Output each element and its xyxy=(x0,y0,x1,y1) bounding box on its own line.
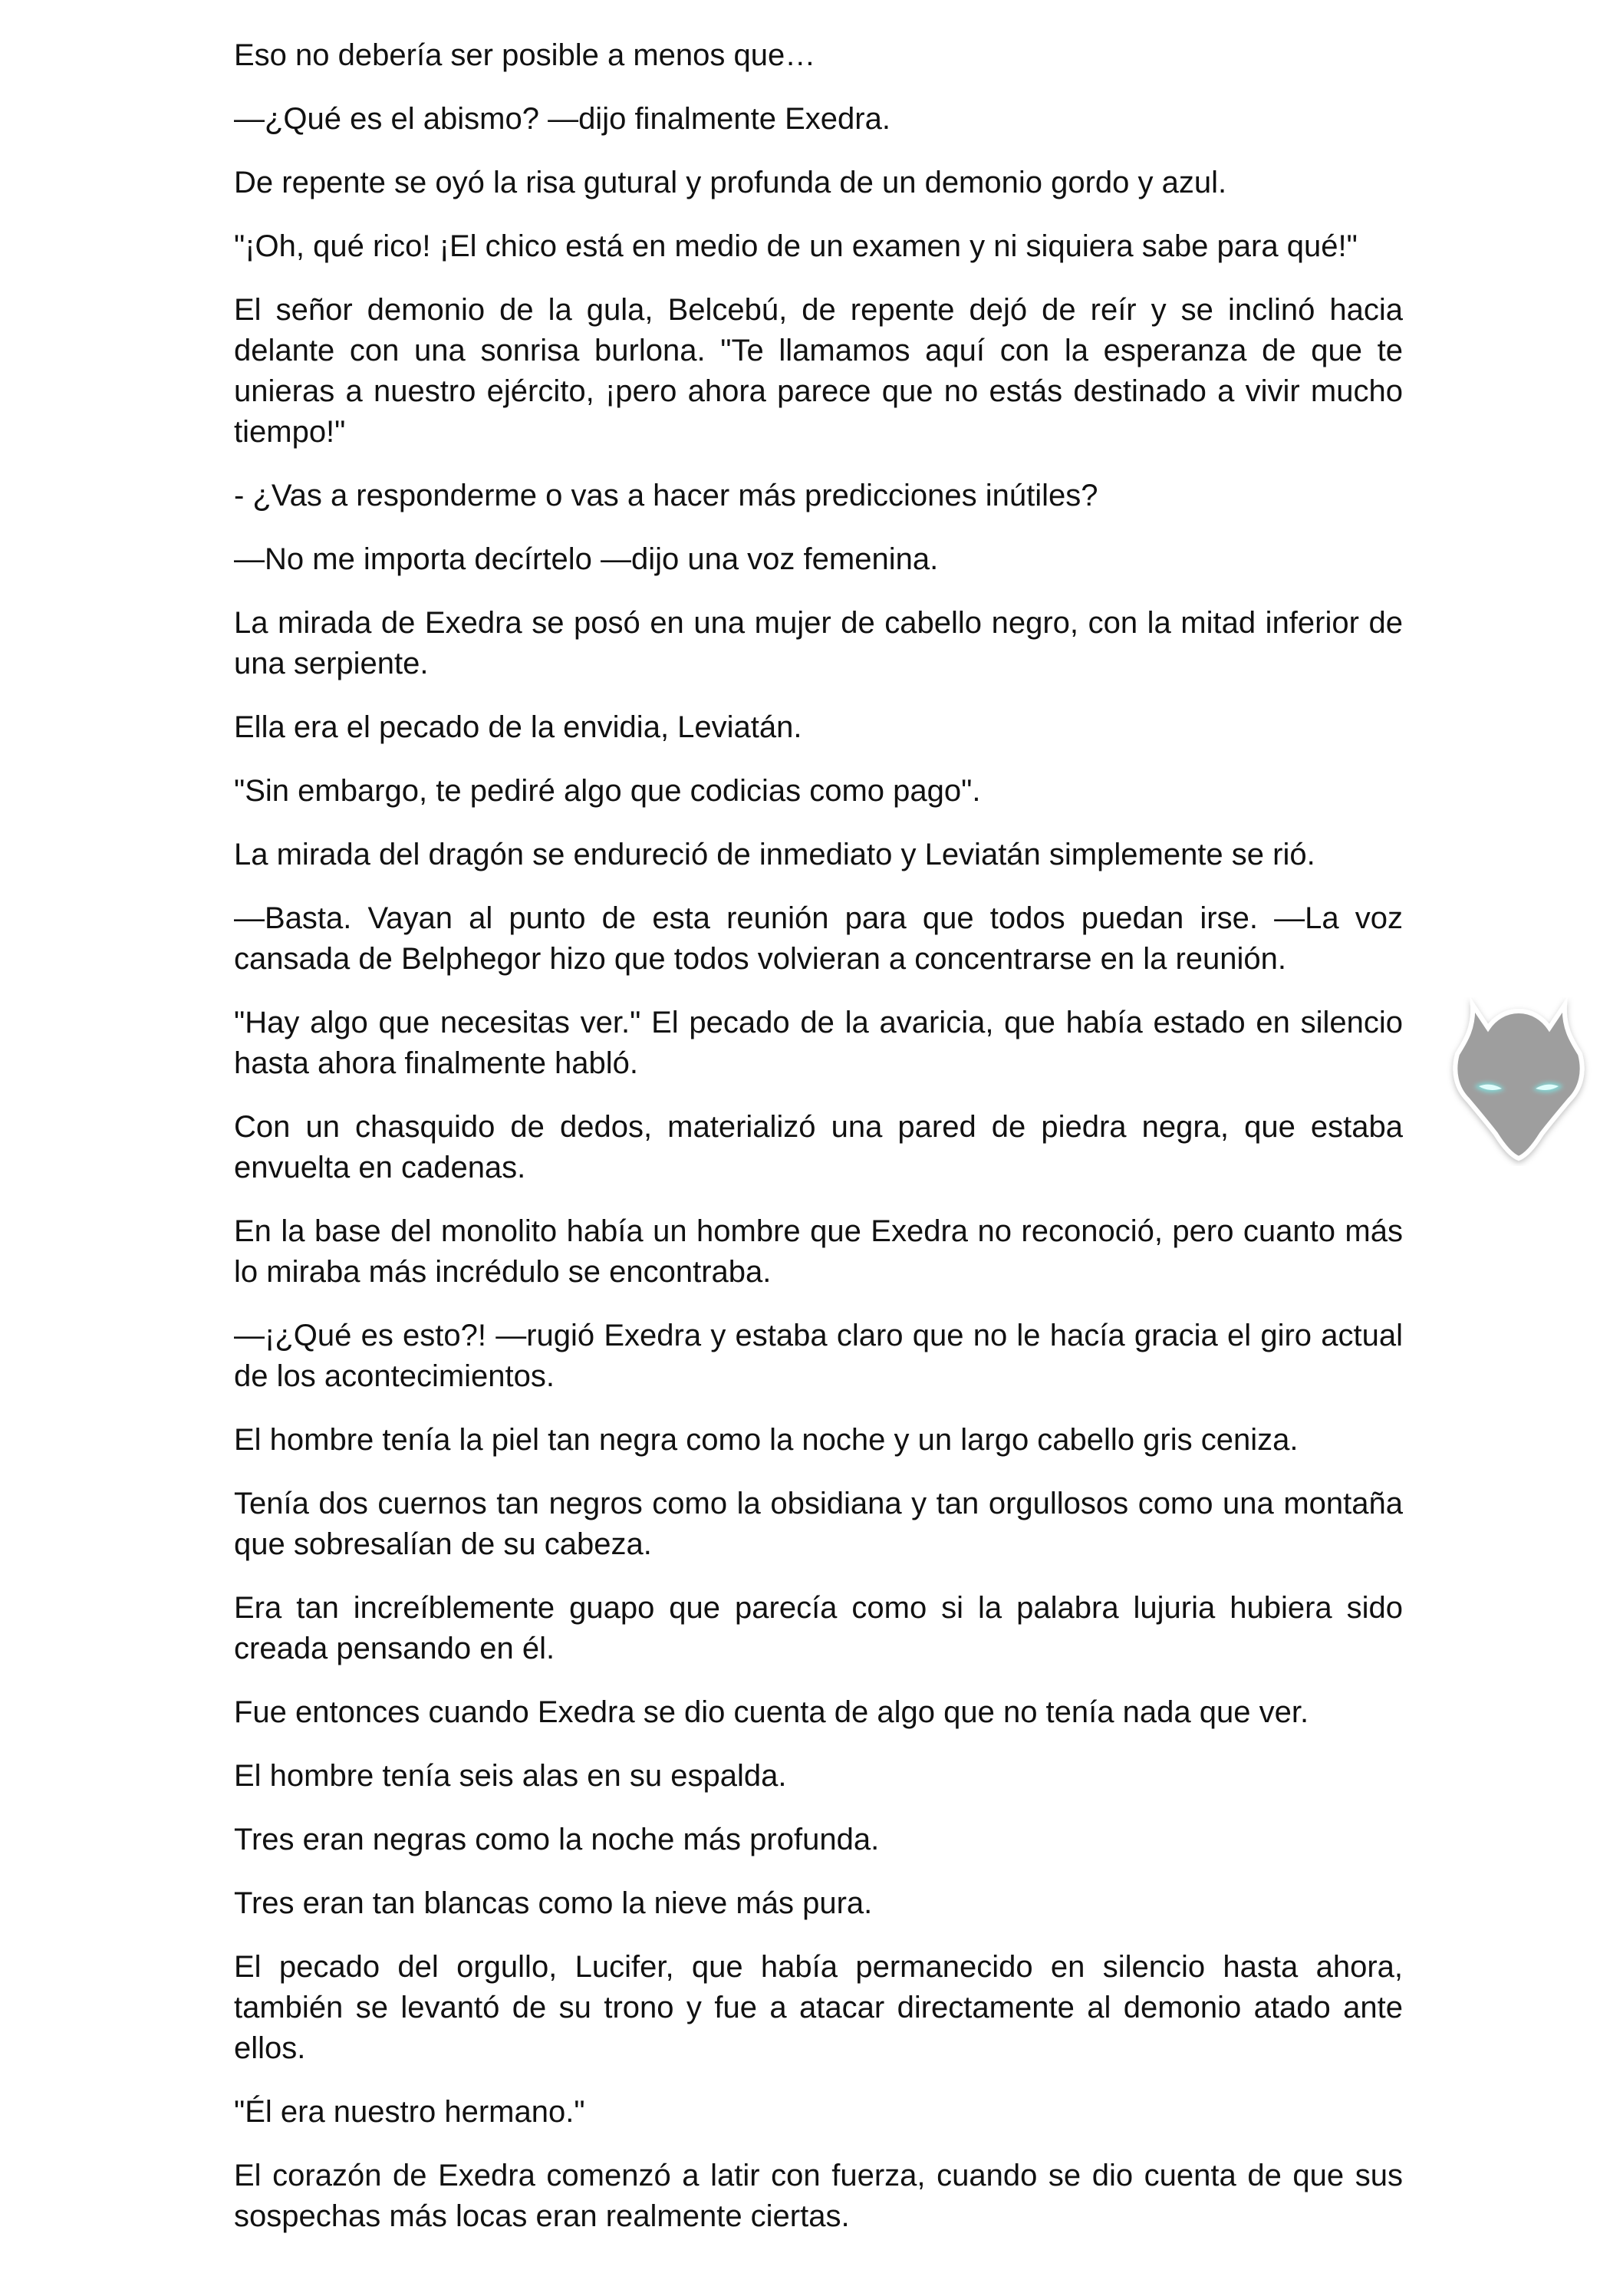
document-body xyxy=(234,35,1403,2237)
paragraph: —Basta. Vayan al punto de esta reunión para que todos puedan irse. —La voz cansada de Belphegor hizo que todos volvieran a concentrarse en la reunión. xyxy=(234,901,1403,976)
paragraph: El señor demonio de la gula, Belcebú, de repente dejó de reír y se inclinó hacia delante con una sonrisa burlona. "Te llamamos aquí con la esperanza de que te unieras a nuestro ejército, ¡pero ahora parece que no estás destinado a vivir mucho tiempo!" xyxy=(234,293,1403,449)
paragraph: Fue entonces cuando Exedra se dio cuenta de algo que no tenía nada que ver. xyxy=(234,1695,1309,1729)
paragraph: De repente se oyó la risa gutural y profunda de un demonio gordo y azul. xyxy=(234,166,1227,199)
paragraph: "Él era nuestro hermano." xyxy=(234,2095,585,2129)
paragraph: Tenía dos cuernos tan negros como la obsidiana y tan orgullosos como una montaña que sobresalían de su cabeza. xyxy=(234,1487,1403,1561)
paragraph: El hombre tenía la piel tan negra como la noche y un largo cabello gris ceniza. xyxy=(234,1423,1299,1457)
paragraph: La mirada del dragón se endureció de inmediato y Leviatán simplemente se rió. xyxy=(234,838,1315,871)
demon-head-icon xyxy=(1442,997,1595,1166)
paragraph: Con un chasquido de dedos, materializó una pared de piedra negra, que estaba envuelta en cadenas. xyxy=(234,1110,1403,1184)
paragraph: Tres eran tan blancas como la nieve más pura. xyxy=(234,1886,873,1920)
paragraph: —¡¿Qué es esto?! —rugió Exedra y estaba claro que no le hacía gracia el giro actual de los acontecimientos. xyxy=(234,1319,1403,1393)
paragraph: Era tan increíblemente guapo que parecía como si la palabra lujuria hubiera sido creada pensando en él. xyxy=(234,1591,1403,1665)
paragraph: "¡Oh, qué rico! ¡El chico está en medio de un examen y ni siquiera sabe para qué!" xyxy=(234,229,1358,263)
paragraph: En la base del monolito había un hombre que Exedra no reconoció, pero cuanto más lo miraba más incrédulo se encontraba. xyxy=(234,1214,1403,1289)
paragraph: - ¿Vas a responderme o vas a hacer más predicciones inútiles? xyxy=(234,479,1098,512)
paragraph: El corazón de Exedra comenzó a latir con fuerza, cuando se dio cuenta de que sus sospechas más locas eran realmente ciertas. xyxy=(234,2159,1403,2233)
paragraph: El hombre tenía seis alas en su espalda. xyxy=(234,1759,787,1793)
paragraph: "Sin embargo, te pediré algo que codicias como pago". xyxy=(234,774,981,808)
paragraph: El pecado del orgullo, Lucifer, que había permanecido en silencio hasta ahora, también se levantó de su trono y fue a atacar directamente al demonio atado ante ellos. xyxy=(234,1950,1403,2065)
paragraph: La mirada de Exedra se posó en una mujer de cabello negro, con la mitad inferior de una serpiente. xyxy=(234,606,1403,680)
paragraph: —¿Qué es el abismo? —dijo finalmente Exedra. xyxy=(234,102,891,136)
paragraph: Tres eran negras como la noche más profunda. xyxy=(234,1823,880,1856)
paragraph: —No me importa decírtelo —dijo una voz femenina. xyxy=(234,542,939,576)
paragraph: Ella era el pecado de la envidia, Leviatán. xyxy=(234,710,802,744)
paragraph: "Hay algo que necesitas ver." El pecado de la avaricia, que había estado en silencio hasta ahora finalmente habló. xyxy=(234,1006,1403,1080)
paragraph: Eso no debería ser posible a menos que… xyxy=(234,38,816,72)
